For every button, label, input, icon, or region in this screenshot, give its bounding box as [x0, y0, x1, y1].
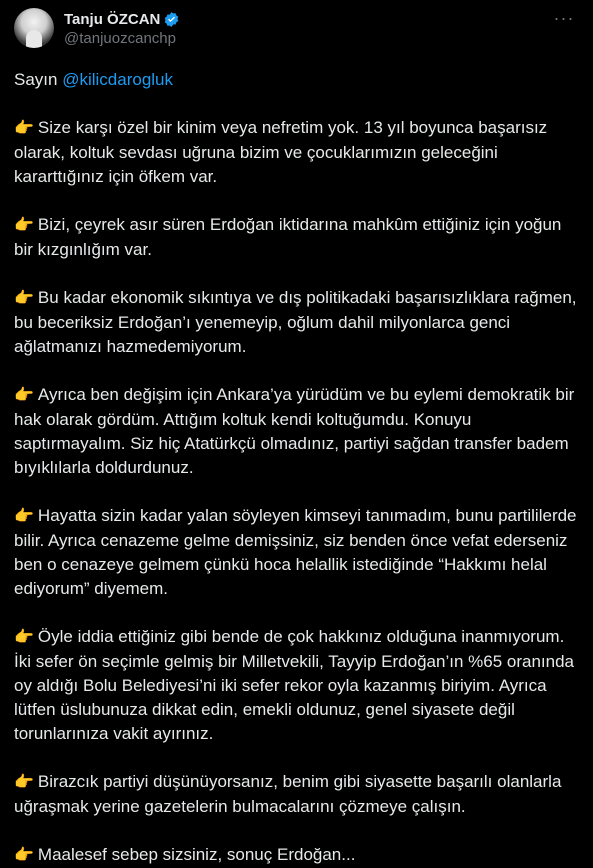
paragraph — [14, 383, 579, 480]
pointing-hand-icon: 👉 — [14, 847, 34, 864]
tweet-body — [14, 68, 579, 868]
pointing-hand-icon: 👉 — [14, 508, 34, 525]
paragraph — [14, 625, 579, 746]
paragraph — [14, 213, 579, 262]
pointing-hand-icon: 👉 — [14, 387, 34, 404]
paragraph — [14, 286, 579, 359]
paragraph-text: Öyle iddia ettiğiniz gibi bende de çok hakkınız olduğuna inanmıyorum. İki sefer ön seçimle gelmiş bir Milletvekili, Tayyip Erdoğan’ın %65 oranında oy aldığı Bolu Belediyesi’ni iki sefer rekor oyla kazanmış biriyim. Ayrıca lütfen üslubunuza dikkat edin, emekli oldunuz, genel siyasete değil torunlarınıza vakit ayırınız. — [14, 627, 574, 743]
more-options-icon[interactable]: ··· — [553, 8, 575, 28]
paragraph-text: Maalesef sebep sizsiniz, sonuç Erdoğan... — [37, 845, 356, 864]
pointing-hand-icon: 👉 — [14, 120, 34, 137]
author-block — [64, 6, 549, 49]
paragraph — [14, 843, 579, 868]
paragraph-text: Bu kadar ekonomik sıkıntıya ve dış politikadaki başarısızlıklara rağmen, bu beceriksiz Erdoğan’ı yenemeyip, oğlum dahil milyonlarca genci ağlatmanızı hazmedemiyorum. — [14, 288, 577, 356]
pointing-hand-icon: 👉 — [14, 217, 34, 234]
handle[interactable]: @tanjuozcanchp — [64, 30, 176, 47]
paragraph-text: Hayatta sizin kadar yalan söyleyen kimseyi tanımadım, bunu partililerde bilir. Ayrıca cenazeme gelme demişsiniz, siz benden önce vefat ederseniz ben o cenazeye gelmem çünkü hoca helallik istediğinde “Hakkımı helal ediyorum” diyemem. — [14, 506, 577, 598]
paragraph — [14, 504, 579, 601]
greeting-prefix: Sayın — [14, 70, 63, 89]
name-row — [64, 9, 549, 29]
pointing-hand-icon: 👉 — [14, 290, 34, 307]
tweet-header — [14, 6, 579, 56]
paragraph-text: Bizi, çeyrek asır süren Erdoğan iktidarına mahkûm ettiğiniz için yoğun bir kızgınlığım var. — [14, 215, 562, 259]
avatar[interactable] — [14, 8, 54, 48]
greeting — [14, 68, 579, 92]
mention-link[interactable]: @kilicdarogluk — [62, 70, 174, 89]
verified-badge-icon — [163, 11, 180, 28]
paragraph — [14, 116, 579, 189]
pointing-hand-icon: 👉 — [14, 774, 34, 791]
paragraph-text: Birazcık partiyi düşünüyorsanız, benim gibi siyasette başarılı olanlarla uğraşmak yerine gazetelerin bulmacalarını çözmeye çalışın. — [14, 772, 562, 816]
display-name[interactable]: Tanju ÖZCAN — [64, 10, 161, 28]
pointing-hand-icon: 👉 — [14, 629, 34, 646]
paragraph — [14, 770, 579, 819]
paragraph-text: Ayrıca ben değişim için Ankara’ya yürüdüm ve bu eylemi demokratik bir hak olarak gördüm. Attığım koltuk kendi koltuğumdu. Konuyu saptırmayalım. Siz hiç Atatürkçü olmadınız, partiyi sağdan transfer badem bıyıklılarla doldurdunuz. — [14, 385, 575, 477]
paragraph-text: Size karşı özel bir kinim veya nefretim yok. 13 yıl boyunca başarısız olarak, koltuk sevdası uğruna bizim ve çocuklarımızın geleceğini kararttığınız için öfkem var. — [14, 118, 548, 186]
